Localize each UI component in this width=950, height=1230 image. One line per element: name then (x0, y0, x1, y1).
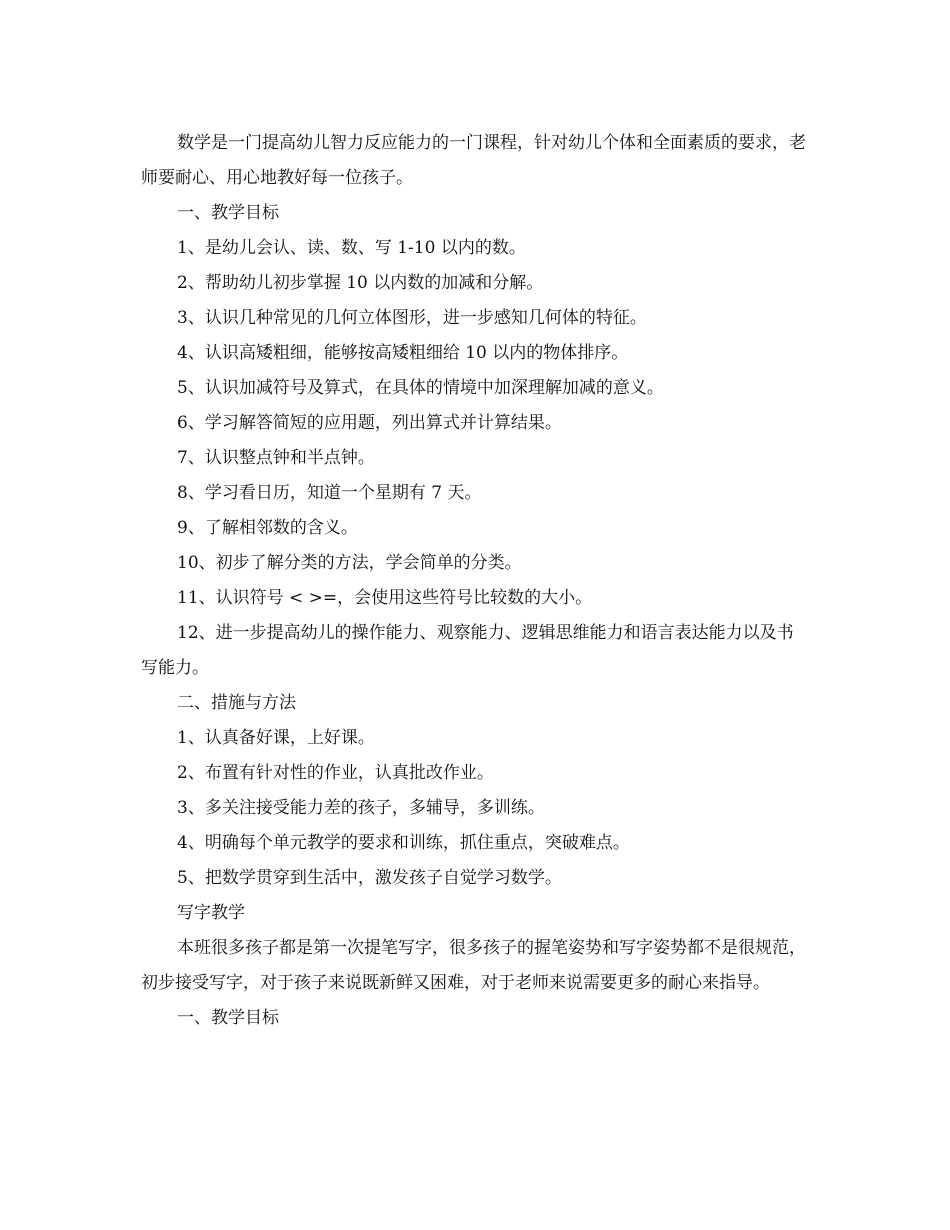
list-item: 10、初步了解分类的方法，学会简单的分类。 (177, 553, 522, 573)
list-item: 3、认识几种常见的几何立体图形，进一步感知几何体的特征。 (177, 308, 647, 328)
list-item: 7、认识整点钟和半点钟。 (177, 448, 375, 468)
list-item: 5、把数学贯穿到生活中，激发孩子自觉学习数学。 (177, 868, 562, 888)
list-item: 11、认识符号 < >=，会使用这些符号比较数的大小。 (177, 588, 593, 608)
list-item: 4、认识高矮粗细，能够按高矮粗细给 10 以内的物体排序。 (177, 343, 629, 363)
list-item: 1、是幼儿会认、读、数、写 1-10 以内的数。 (177, 238, 526, 258)
heading-measures-methods: 二、措施与方法 (177, 693, 296, 713)
list-item: 5、认识加减符号及算式，在具体的情境中加深理解加减的意义。 (177, 378, 664, 398)
list-item: 8、学习看日历，知道一个星期有 7 天。 (177, 483, 482, 503)
heading-teaching-goals-2: 一、教学目标 (177, 1008, 279, 1028)
heading-writing-teaching: 写字教学 (177, 903, 245, 923)
heading-teaching-goals: 一、教学目标 (177, 203, 279, 223)
list-item: 12、进一步提高幼儿的操作能力、观察能力、逻辑思维能力和语言表达能力以及书写能力。 (141, 623, 794, 678)
list-item: 4、明确每个单元教学的要求和训练，抓住重点，突破难点。 (177, 833, 630, 853)
list-item: 9、了解相邻数的含义。 (177, 518, 358, 538)
list-item: 6、学习解答简短的应用题，列出算式并计算结果。 (177, 413, 562, 433)
paragraph-intro: 数学是一门提高幼儿智力反应能力的一门课程，针对幼儿个体和全面素质的要求，老师要耐心、用心地教好每一位孩子。 (141, 133, 806, 188)
paragraph-writing-intro: 本班很多孩子都是第一次提笔写字，很多孩子的握笔姿势和写字姿势都不是很规范，初步接受写字，对于孩子来说既新鲜又困难，对于老师来说需要更多的耐心来指导。 (141, 938, 806, 993)
list-item: 2、帮助幼儿初步掌握 10 以内数的加减和分解。 (177, 273, 544, 293)
list-item: 2、布置有针对性的作业，认真批改作业。 (177, 763, 494, 783)
document-body (141, 126, 809, 1036)
list-item: 3、多关注接受能力差的孩子，多辅导，多训练。 (177, 798, 545, 818)
list-item: 1、认真备好课，上好课。 (177, 728, 375, 748)
